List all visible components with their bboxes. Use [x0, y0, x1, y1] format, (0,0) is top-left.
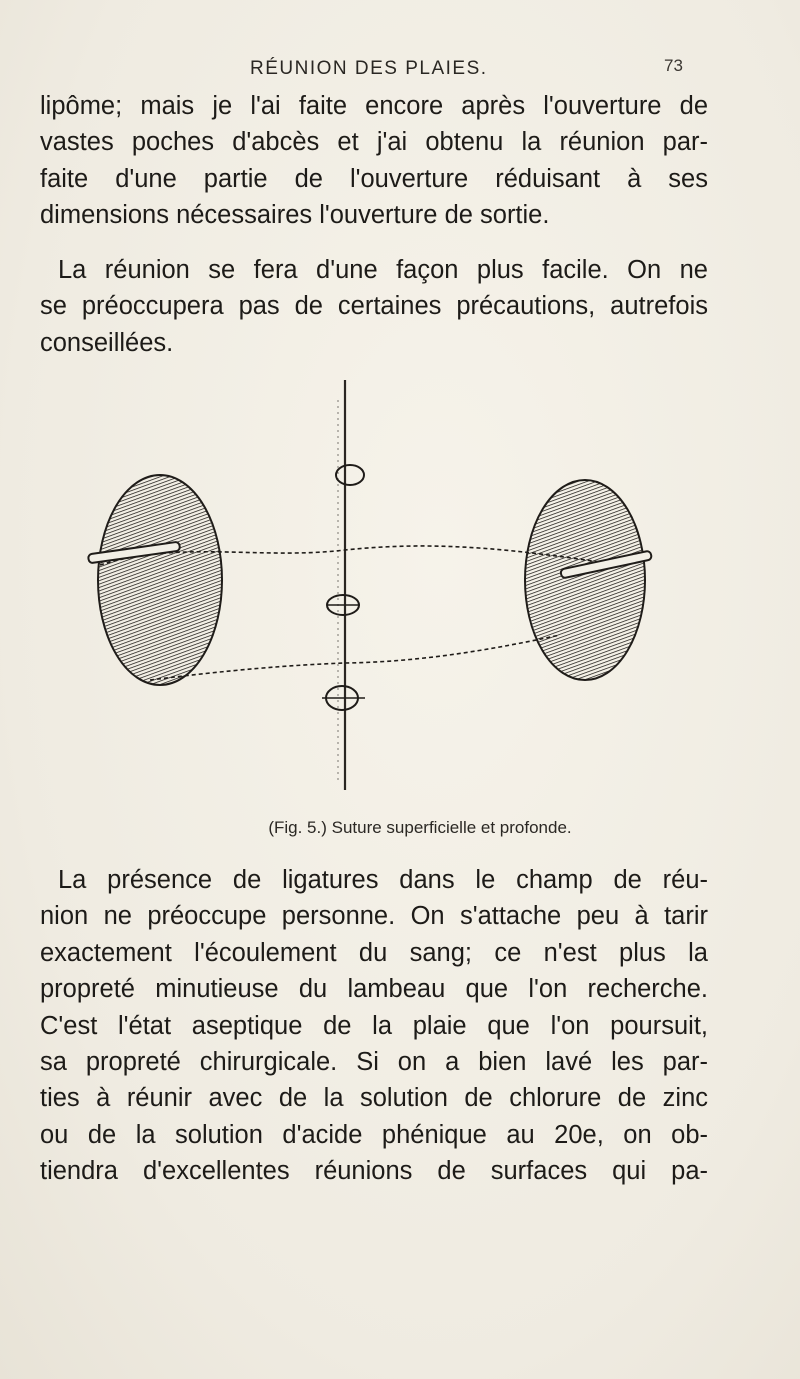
- figure-caption-text: (Fig. 5.) Suture superficielle et profonde.: [268, 818, 572, 837]
- text-line: propreté minutieuse du lambeau que l'on recherche.: [40, 975, 708, 1004]
- text-line: ou de la solution d'acide phénique au 20e, on ob-: [40, 1120, 708, 1149]
- text-line: nion ne préoccupe personne. On s'attache peu à tarir: [40, 902, 708, 931]
- page-number: 73: [664, 56, 683, 75]
- paragraph-2: [40, 252, 708, 361]
- running-head: [0, 58, 800, 84]
- suture-engraving: [60, 380, 740, 800]
- running-head-title: RÉUNION DES PLAIES.: [250, 58, 488, 79]
- text-line: exactement l'écoulement du sang; ce n'est plus la: [40, 938, 708, 967]
- suture-illustration: [60, 380, 740, 800]
- paragraph-3: [40, 862, 708, 1190]
- text-line: La présence de ligatures dans le champ de réu-: [58, 866, 708, 894]
- text-line: faite d'une partie de l'ouverture réduisant à ses: [40, 164, 708, 193]
- text-line: La réunion se fera d'une façon plus facile. On ne: [58, 256, 708, 284]
- text-line: conseillées.: [40, 328, 174, 357]
- left-suture-pad: [98, 475, 222, 685]
- text-line: lipôme; mais je l'ai faite encore après l'ouverture de: [40, 92, 708, 120]
- text-line: se préoccupera pas de certaines précautions, autrefois: [40, 292, 708, 321]
- figure-caption: [0, 818, 800, 838]
- text-line: vastes poches d'abcès et j'ai obtenu la réunion par-: [40, 128, 708, 157]
- text-line: sa propreté chirurgicale. Si on a bien lavé les par-: [40, 1048, 708, 1077]
- text-line: tiendra d'excellentes réunions de surfaces qui pa-: [40, 1157, 708, 1186]
- text-line: C'est l'état aseptique de la plaie que l'on poursuit,: [40, 1011, 708, 1040]
- paragraph-1: [40, 88, 708, 234]
- text-line: ties à réunir avec de la solution de chlorure de zinc: [40, 1084, 708, 1113]
- right-suture-pad: [525, 480, 645, 680]
- text-line: dimensions nécessaires l'ouverture de sortie.: [40, 201, 550, 230]
